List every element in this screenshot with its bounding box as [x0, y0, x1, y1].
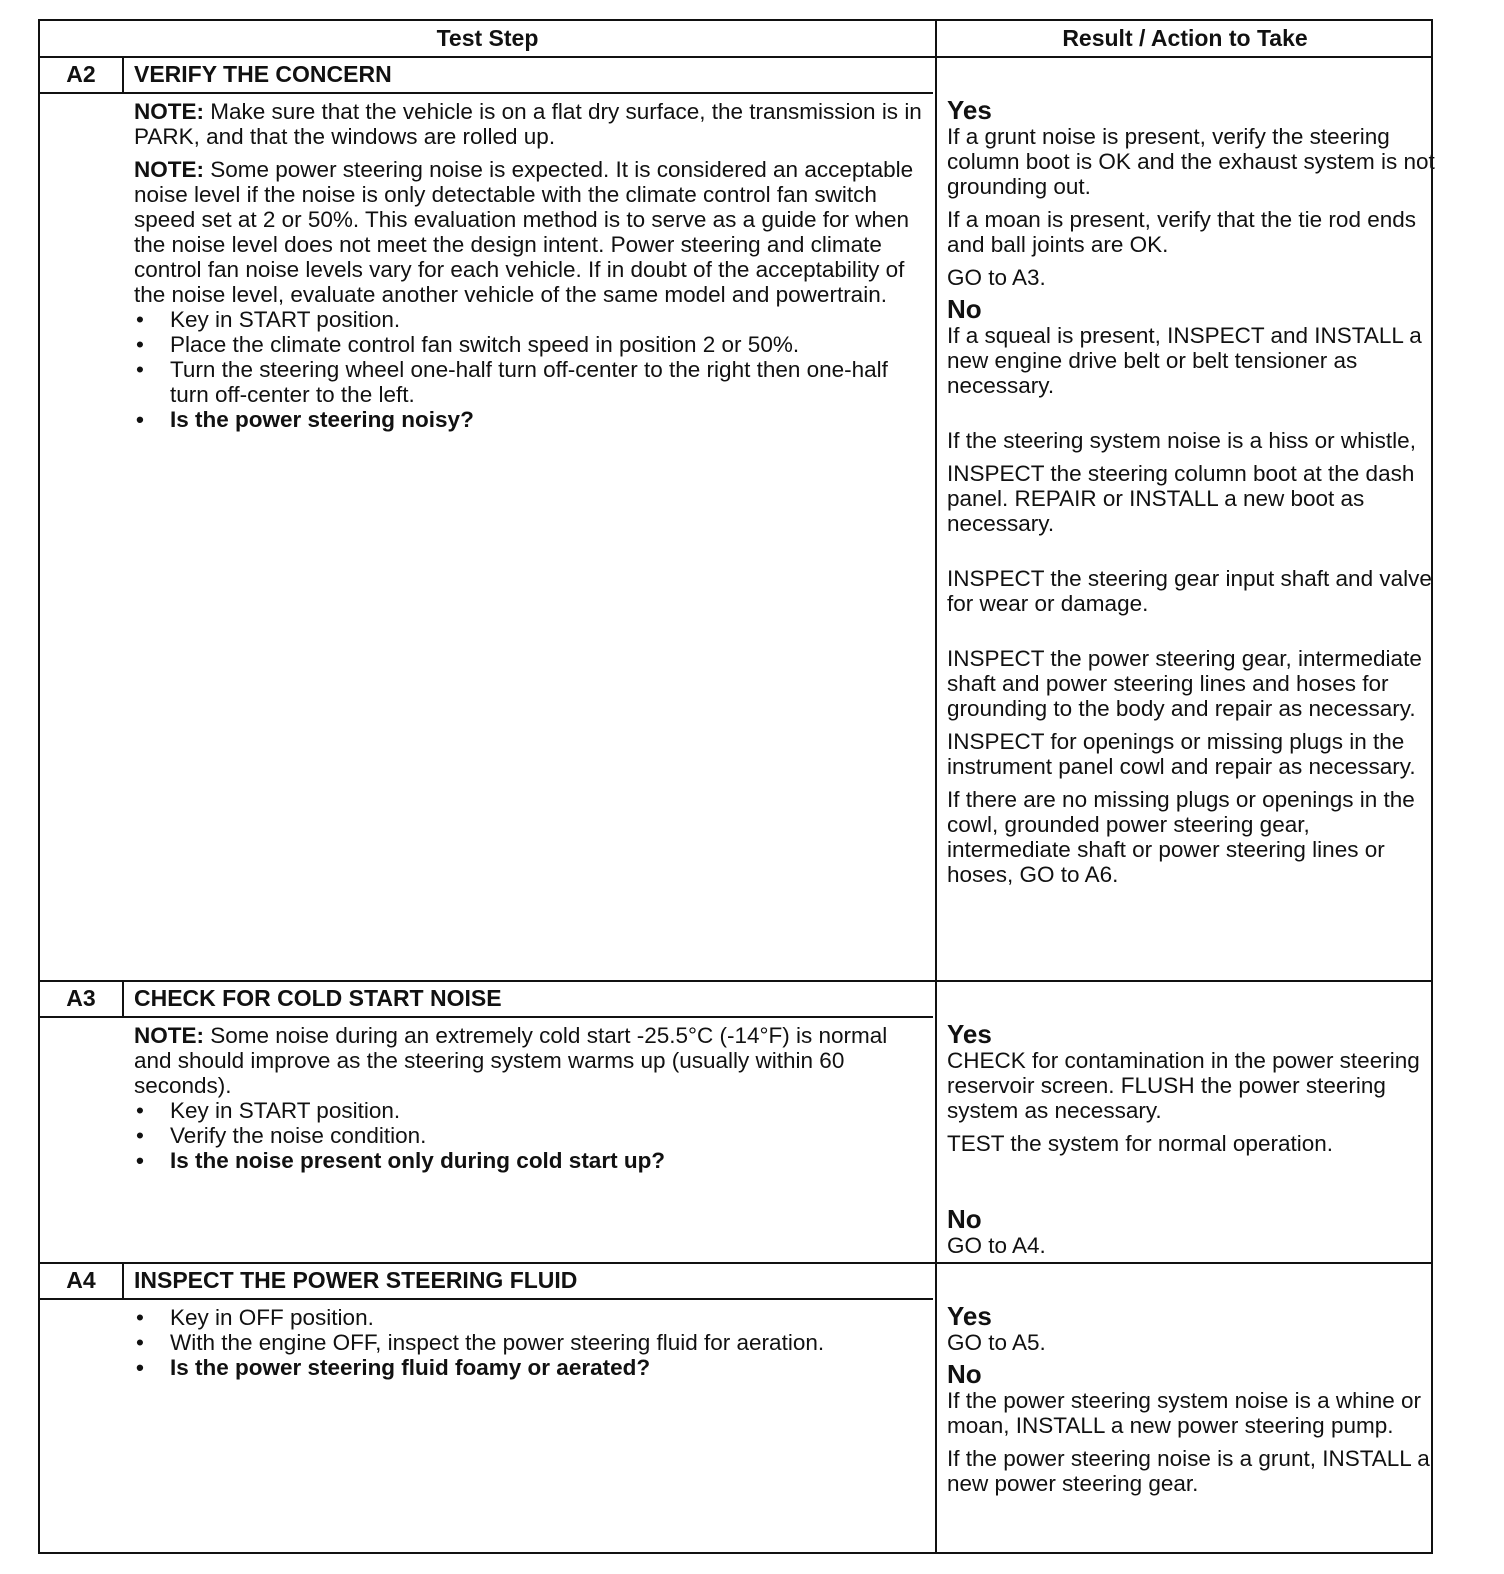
step-id-a2: A2 [66, 61, 96, 87]
bullet-icon: • [136, 1330, 144, 1355]
note [134, 99, 924, 149]
step-title-a3: CHECK FOR COLD START NOISE [134, 985, 502, 1011]
list-item-question [134, 1148, 924, 1173]
note-label: NOTE: [134, 99, 204, 124]
column-divider [935, 21, 937, 1552]
bullet-icon: • [136, 1098, 144, 1123]
header-test-step: Test Step [436, 25, 539, 51]
question-text: Is the power steering noisy? [170, 407, 474, 432]
list-item [134, 1098, 924, 1123]
result-text: GO to A4. [947, 1233, 1046, 1258]
result-text: If the power steering system noise is a whine or moan, INSTALL a new power steering pump. [947, 1388, 1421, 1438]
result-text: If there are no missing plugs or openings in the cowl, grounded power steering gear, intermediate shaft or power steering lines or hoses, GO to A6. [947, 787, 1415, 887]
bullet-text: Verify the noise condition. [170, 1123, 427, 1148]
result-text: CHECK for contamination in the power steering reservoir screen. FLUSH the power steering system as necessary. [947, 1048, 1420, 1123]
no-label: No [947, 1359, 982, 1389]
note [134, 157, 924, 307]
yes-label: Yes [947, 1301, 992, 1331]
yes-label: Yes [947, 1019, 992, 1049]
result-a4 [947, 1303, 1437, 1504]
a3-title-divider [40, 1016, 933, 1018]
note-text: Some power steering noise is expected. It is considered an acceptable noise level if the noise is only detectable with the climate control fan switch speed set at 2 or 50%. This evaluation method is to serve as a guide for when the noise level does not meet the design intent. Power steering and climate control fan noise levels vary for each vehicle. If in doubt of the acceptability of the noise level, evaluate another vehicle of the same model and powertrain. [134, 157, 914, 307]
note-text: Make sure that the vehicle is on a flat dry surface, the transmission is in PARK, and that the windows are rolled up. [134, 99, 922, 149]
bullet-icon: • [136, 357, 144, 382]
result-text: INSPECT the steering gear input shaft and valve for wear or damage. [947, 566, 1432, 616]
step-id-a3: A3 [66, 985, 96, 1011]
bullet-icon: • [136, 407, 144, 432]
bullet-list [134, 1098, 924, 1173]
result-text: If a moan is present, verify that the tie rod ends and ball joints are OK. [947, 207, 1416, 257]
result-text: GO to A5. [947, 1330, 1046, 1355]
result-a3 [947, 1021, 1437, 1266]
a2-id-divider [122, 56, 124, 92]
bullet-icon: • [136, 332, 144, 357]
a2-title-divider [40, 92, 933, 94]
bullet-text: Key in START position. [170, 1098, 401, 1123]
question-text: Is the power steering fluid foamy or aerated? [170, 1355, 651, 1380]
step-id-a4: A4 [66, 1267, 96, 1293]
note [134, 1023, 924, 1098]
step-body-a2 [134, 99, 924, 432]
result-text: INSPECT the power steering gear, intermediate shaft and power steering lines and hoses for grounding to the body and repair as necessary. [947, 646, 1422, 721]
list-item [134, 1123, 924, 1148]
result-text: INSPECT for openings or missing plugs in the instrument panel cowl and repair as necessary. [947, 729, 1416, 779]
list-item [134, 307, 924, 332]
yes-label: Yes [947, 95, 992, 125]
step-body-a3 [134, 1023, 924, 1173]
list-item [134, 1330, 924, 1355]
note-label: NOTE: [134, 157, 204, 182]
note-text: Some noise during an extremely cold start -25.5°C (-14°F) is normal and should improve as the steering system warms up (usually within 60 seconds). [134, 1023, 888, 1098]
diagnostic-table [38, 19, 1433, 1554]
result-a2 [947, 97, 1437, 895]
bullet-text: With the engine OFF, inspect the power steering fluid for aeration. [170, 1330, 825, 1355]
a4-id-divider [122, 1262, 124, 1298]
bullet-icon: • [136, 307, 144, 332]
bullet-list [134, 307, 924, 432]
bullet-text: Turn the steering wheel one-half turn off-center to the right then one-half turn off-center to the left. [170, 357, 888, 407]
bullet-text: Key in START position. [170, 307, 401, 332]
note-label: NOTE: [134, 1023, 204, 1048]
result-text: If the power steering noise is a grunt, INSTALL a new power steering gear. [947, 1446, 1430, 1496]
bullet-icon: • [136, 1355, 144, 1380]
result-text: If the steering system noise is a hiss or whistle, [947, 428, 1416, 453]
list-item-question [134, 407, 924, 432]
a4-title-divider [40, 1298, 933, 1300]
a3-id-divider [122, 980, 124, 1016]
result-text: TEST the system for normal operation. [947, 1131, 1333, 1156]
list-item [134, 332, 924, 357]
result-text: If a grunt noise is present, verify the steering column boot is OK and the exhaust system is not grounding out. [947, 124, 1435, 199]
header-result: Result / Action to Take [1062, 25, 1308, 51]
list-item-question [134, 1355, 924, 1380]
list-item [134, 1305, 924, 1330]
no-label: No [947, 294, 982, 324]
step-title-a2: VERIFY THE CONCERN [134, 61, 392, 87]
bullet-text: Place the climate control fan switch speed in position 2 or 50%. [170, 332, 800, 357]
result-text: INSPECT the steering column boot at the dash panel. REPAIR or INSTALL a new boot as necessary. [947, 461, 1415, 536]
result-text: GO to A3. [947, 265, 1046, 290]
step-body-a4 [134, 1305, 924, 1380]
bullet-list [134, 1305, 924, 1380]
bullet-icon: • [136, 1123, 144, 1148]
step-title-a4: INSPECT THE POWER STEERING FLUID [134, 1267, 578, 1293]
no-label: No [947, 1204, 982, 1234]
bullet-text: Key in OFF position. [170, 1305, 374, 1330]
result-text: If a squeal is present, INSPECT and INSTALL a new engine drive belt or belt tensioner as necessary. [947, 323, 1422, 398]
list-item [134, 357, 924, 407]
bullet-icon: • [136, 1148, 144, 1173]
question-text: Is the noise present only during cold start up? [170, 1148, 666, 1173]
bullet-icon: • [136, 1305, 144, 1330]
